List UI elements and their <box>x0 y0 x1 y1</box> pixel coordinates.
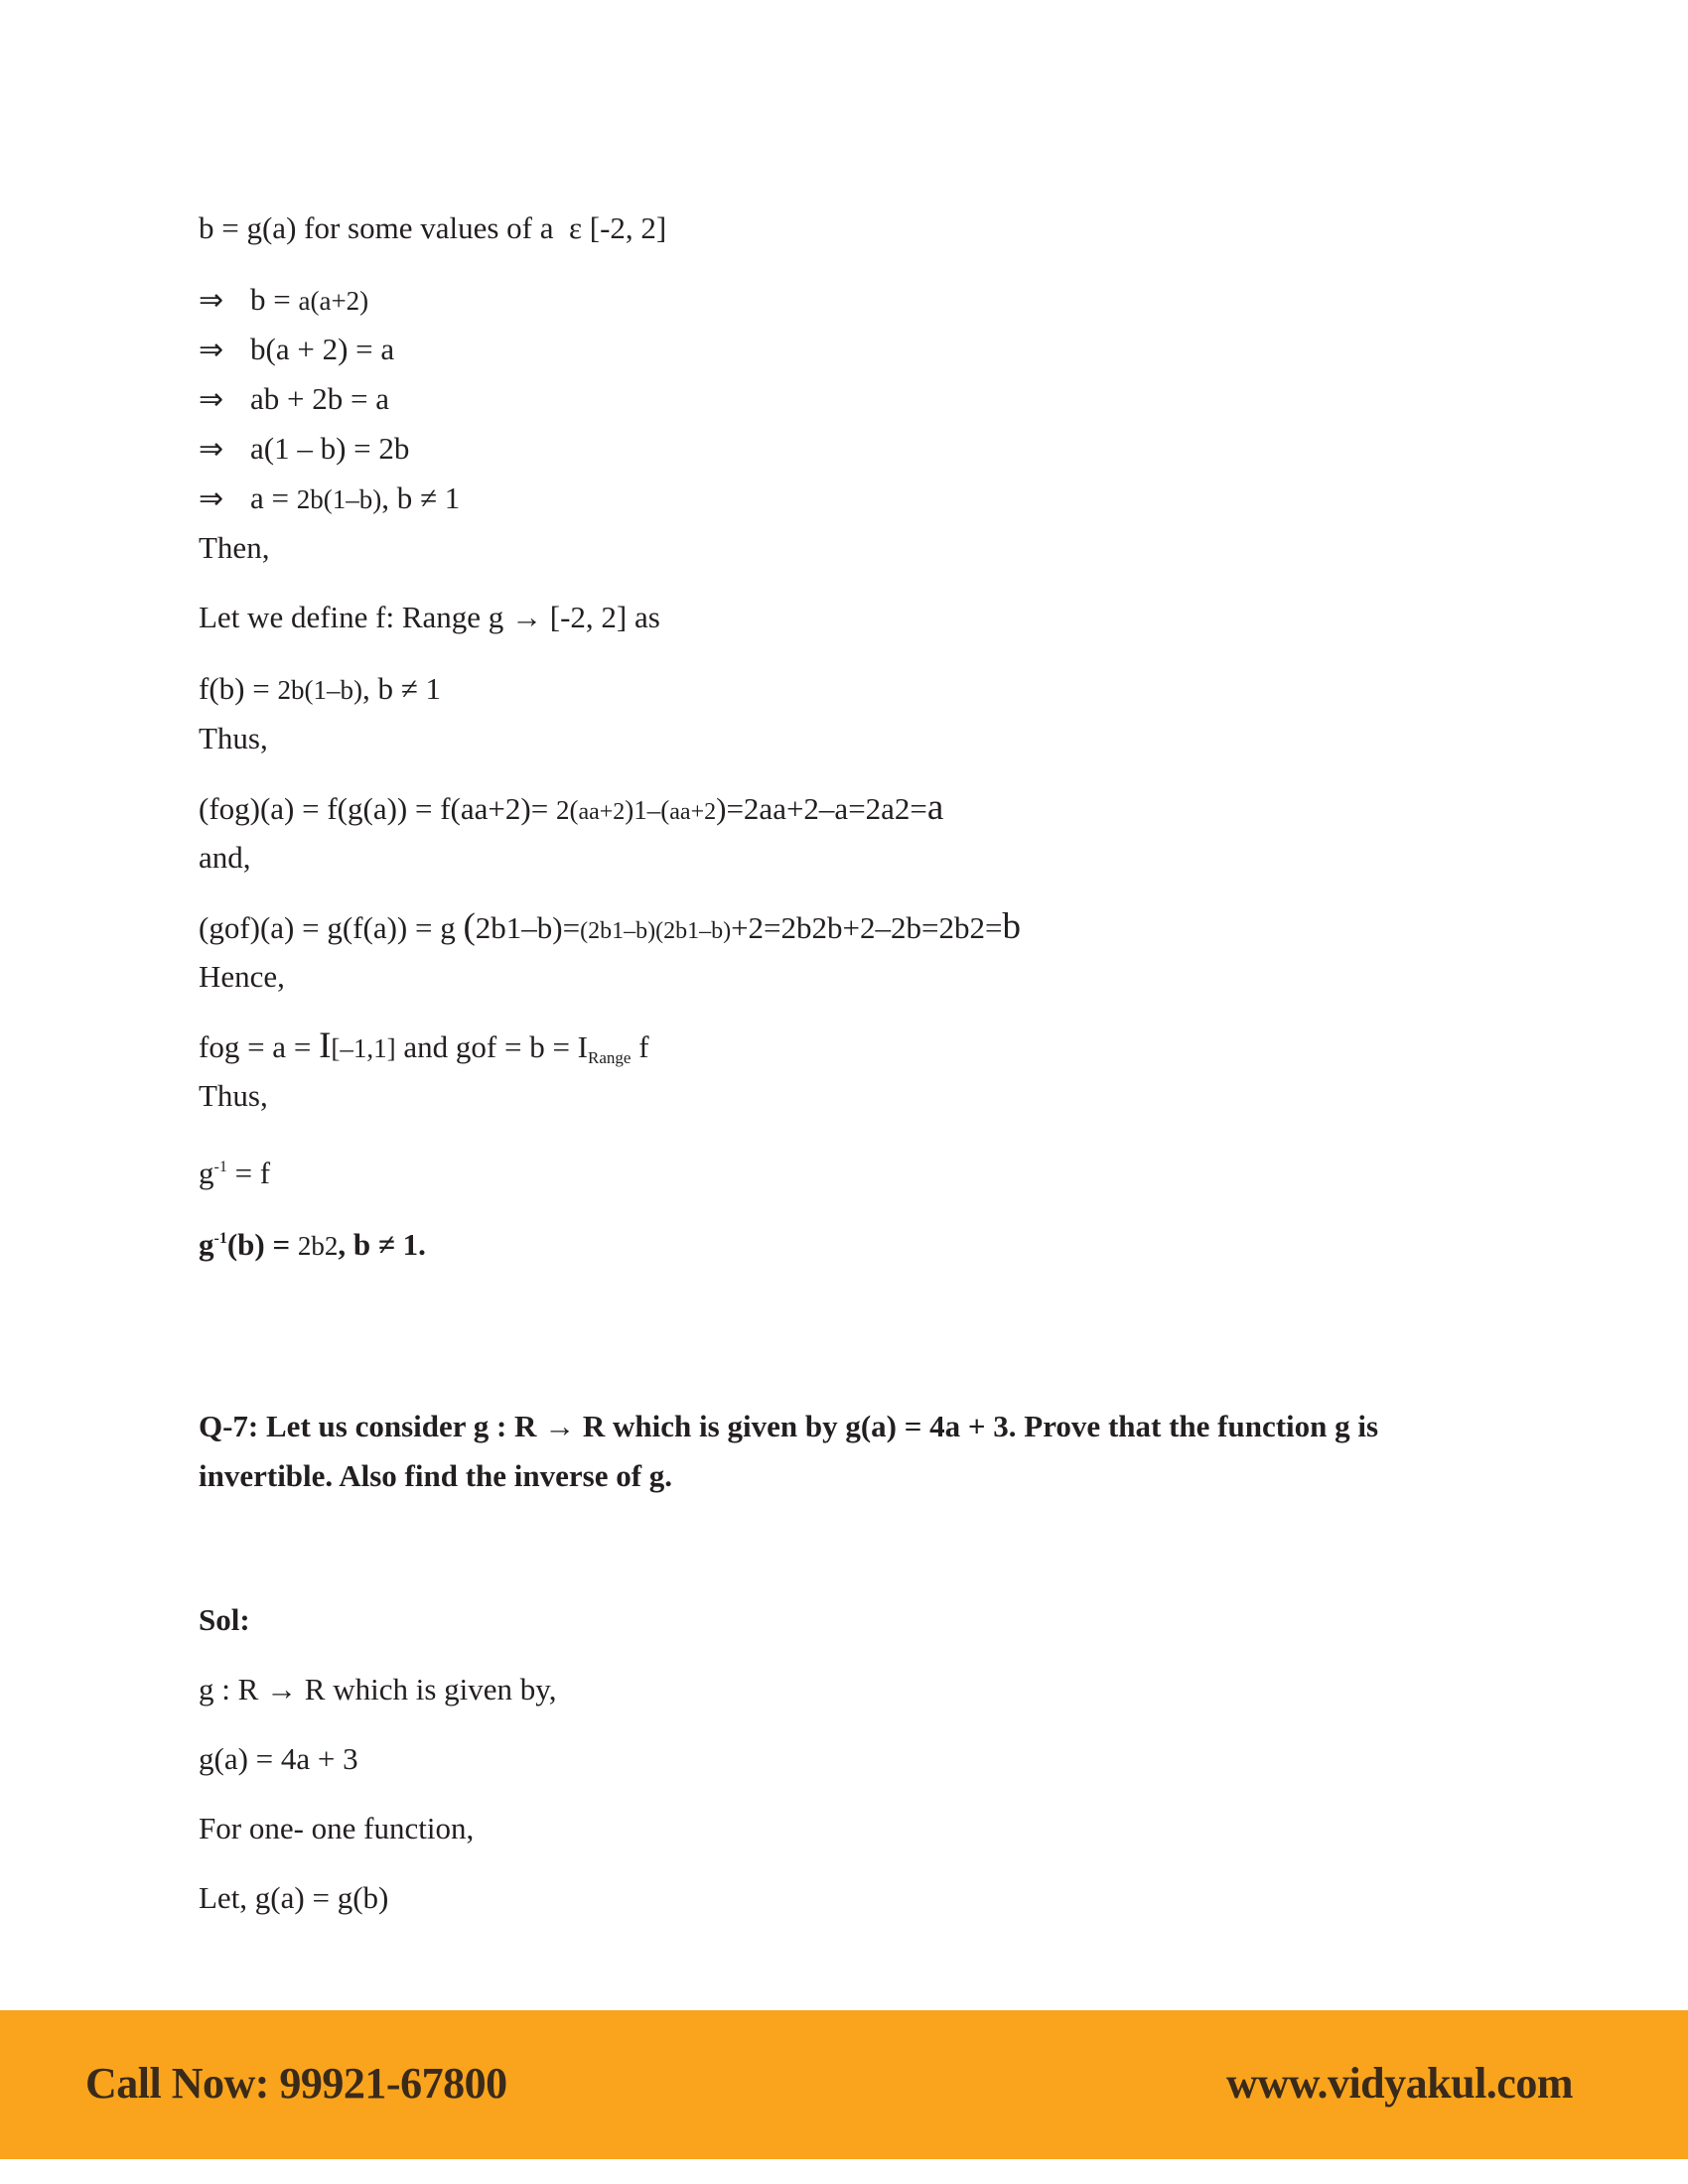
math-step: ⇒ ab + 2b = a <box>199 379 389 420</box>
math-line: f(b) = 2b(1–b), b ≠ 1 <box>199 671 441 706</box>
math-line: (fog)(a) = f(g(a)) = f(aa+2)= 2(aa+2)1–(aa+2)=2aa+2–a=2a2=a <box>199 787 944 828</box>
text-line: Thus, <box>199 721 268 755</box>
implies-symbol: ⇒ <box>199 283 224 318</box>
text-line: and, <box>199 840 251 875</box>
math-line: $g^{-1} = f$ <box>199 1156 271 1190</box>
implies-symbol: ⇒ <box>199 481 224 516</box>
text-line: Let, g(a) = g(b) <box>199 1880 389 1915</box>
question-heading: Q-7: Let us consider g : R → R which is given by g(a) = 4a + 3. Prove that the function g is invertible. Also find the inverse of g. <box>199 1409 1379 1493</box>
text-line: b = g(a) for some values of a ε [-2, 2] <box>199 210 667 245</box>
website-link[interactable]: www.vidyakul.com <box>1226 2059 1573 2108</box>
implies-symbol: ⇒ <box>199 333 224 367</box>
result-line: $g^{-1}(b) = 2b2$, b ≠ 1. <box>199 1227 426 1262</box>
footer-banner <box>0 2010 1688 2159</box>
math-line: (gof)(a) = g(f(a)) = g (2b1–b)=(2b1–b)(2b1–b)+2=2b2b+2–2b=2b2=b <box>199 906 1021 947</box>
math-step: ⇒ b = a(a+2) <box>199 280 368 321</box>
solution-label: Sol: <box>199 1602 250 1637</box>
text-line: Hence, <box>199 959 285 994</box>
text-line: g : R → R which is given by, <box>199 1672 557 1706</box>
text-line: g(a) = 4a + 3 <box>199 1741 358 1776</box>
math-step: ⇒ a(1 – b) = 2b <box>199 429 409 470</box>
math-line: fog = a = I[–1,1] and gof = $b = I_{Range}$ f <box>199 1025 649 1067</box>
implies-symbol: ⇒ <box>199 432 224 467</box>
implies-symbol: ⇒ <box>199 382 224 417</box>
text-line: Then, <box>199 530 270 565</box>
math-step: ⇒ b(a + 2) = a <box>199 330 394 370</box>
math-step: ⇒ a = 2b(1–b), b ≠ 1 <box>199 478 460 519</box>
text-line: Let we define f: Range g → [-2, 2] as <box>199 600 660 634</box>
text-line: Thus, <box>199 1078 268 1113</box>
text-line: For one- one function, <box>199 1811 475 1845</box>
phone-number[interactable]: Call Now: 99921-67800 <box>85 2059 507 2108</box>
